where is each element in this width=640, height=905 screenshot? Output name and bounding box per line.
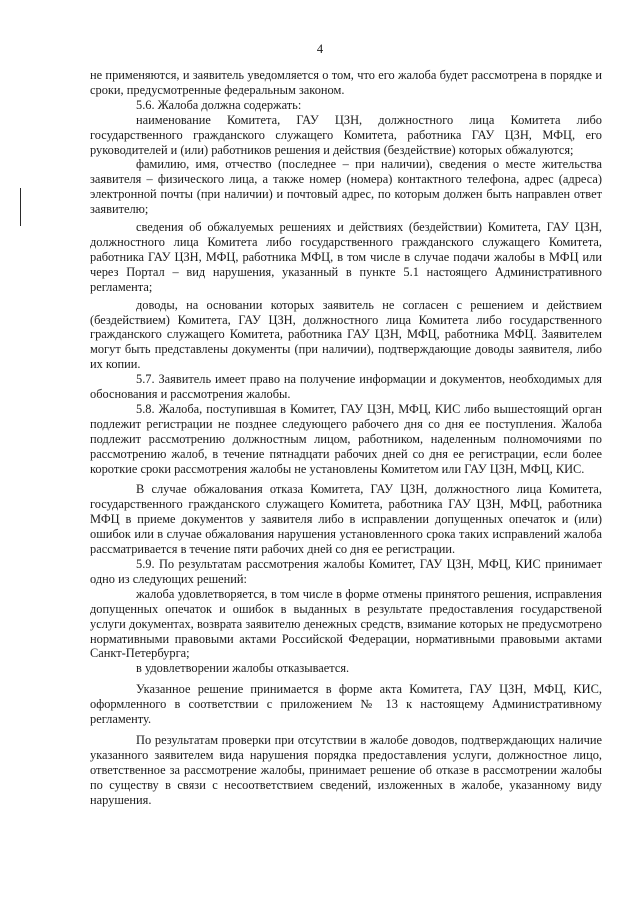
paragraph: жалоба удовлетворяется, в том числе в форме отмены принятого решения, исправления допущенных опечаток и ошибок в выданных в результате предоставления государственой услуги документах, возврата заявителю денежных средств, взимание которых не предусмотрено нормативными правовыми актами Российской Федерации, нормативными правовыми актами Санкт-Петербурга;: [90, 586, 602, 661]
paragraph: По результатам проверки при отсутствии в жалобе доводов, подтверждающих наличие указанного заявителем вида нарушения порядка предоставления услуги, должностное лицо, ответственное за рассмотрение жалобы, принимает решение об отказе в рассмотрении жалобы по существу в связи с несоответствием сведений, изложенных в жалобе, указанному виду нарушения.: [90, 732, 602, 807]
paragraph: Указанное решение принимается в форме акта Комитета, ГАУ ЦЗН, МФЦ, КИС, оформленного в соответствии с приложением № 13 к настоящему Административному регламенту.: [90, 682, 602, 727]
paragraph: наименование Комитета, ГАУ ЦЗН, должностного лица Комитета либо государственного гражданского служащего Комитета, работника ГАУ ЦЗН, МФЦ, его руководителей и (или) работников решения и действия (бездействие) которых обжалуются;: [90, 112, 602, 157]
paragraph: сведения об обжалуемых решениях и действиях (бездействии) Комитета, ГАУ ЦЗН, должностного лица Комитета либо государственного гражданского служащего Комитета, работника ГАУ ЦЗН, МФЦ, работника МФЦ, в том числе в случае подачи жалобы в МФЦ или через Портал – вид нарушения, указанный в пункте 5.1 настоящего Административного регламента;: [90, 220, 602, 294]
paragraph: доводы, на основании которых заявитель не согласен с решением и действием (бездействием) Комитета, ГАУ ЦЗН, должностного лица Комитета либо государственного гражданского служащего Комитета, работника ГАУ ЦЗН, МФЦ, работника МФЦ. Заявителем могут быть представлены документы (при наличии), подтверждающие доводы заявителя, либо их копии.: [90, 297, 602, 372]
scan-mark: [20, 188, 21, 226]
document-body: [90, 68, 602, 808]
paragraph: 5.6. Жалоба должна содержать:: [136, 97, 302, 112]
paragraph: в удовлетворении жалобы отказывается.: [136, 661, 350, 676]
paragraph: 5.9. По результатам рассмотрения жалобы Комитет, ГАУ ЦЗН, МФЦ, КИС принимает одно из следующих решений:: [90, 557, 602, 586]
paragraph: не применяются, и заявитель уведомляется о том, что его жалоба будет рассмотрена в порядке и сроки, предусмотренные федеральным законом.: [90, 68, 602, 97]
page-number: 4: [316, 42, 324, 56]
paragraph: 5.7. Заявитель имеет право на получение информации и документов, необходимых для обоснования и рассмотрения жалобы.: [90, 372, 602, 402]
paragraph: 5.8. Жалоба, поступившая в Комитет, ГАУ ЦЗН, МФЦ, КИС либо вышестоящий орган подлежит регистрации не позднее следующего рабочего дня со дня ее поступления. Жалоба подлежит рассмотрению должностным лицом, работником, наделенным полномочиями по рассмотрению жалоб, в течение пятнадцати рабочих дней со дня ее регистрации, если более короткие сроки рассмотрения жалобы не установлены Комитетом или ГАУ ЦЗН, МФЦ, КИС.: [90, 401, 602, 476]
paragraph: фамилию, имя, отчество (последнее – при наличии), сведения о месте жительства заявителя – физического лица, а также номер (номера) контактного телефона, адрес (адреса) электронной почты (при наличии) и почтовый адрес, по которым должен быть направлен ответ заявителю;: [90, 157, 602, 217]
paragraph: В случае обжалования отказа Комитета, ГАУ ЦЗН, должностного лица Комитета, государственного гражданского служащего Комитета, работника ГАУ ЦЗН, МФЦ, работника МФЦ в приеме документов у заявителя либо в исправлении допущенных опечаток и (или) ошибок или в случае обжалования нарушения установленного срока таких исправлений жалоба рассматривается в течение пяти рабочих дней со дня ее регистрации.: [90, 482, 602, 557]
